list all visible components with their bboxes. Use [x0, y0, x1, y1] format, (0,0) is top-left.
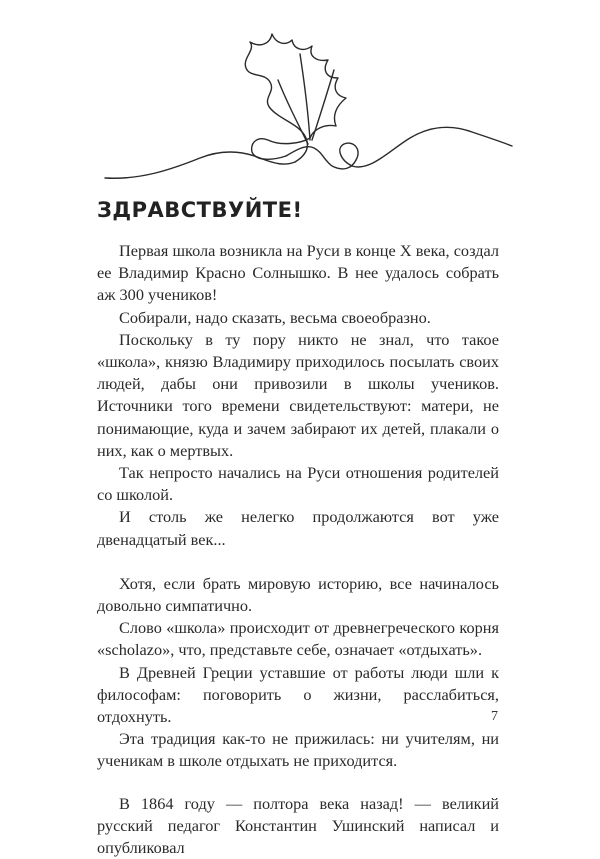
paragraph: Поскольку в ту пору никто не знал, что такое «школа», князю Владимиру приходилось посылать своих людей, дабы они привозили в школы учеников. Источники того времени свидетельствуют: матери, не понимающие, куда и зачем забирают их детей, плакали о них, как о мертвых.: [97, 329, 499, 460]
paragraph: Слово «школа» происходит от древнегреческого корня «scholazo», что, представьте себе, означает «отдыхать».: [97, 618, 499, 660]
paragraph: Эта традиция как-то не прижилась: ни учителям, ни ученикам в школе отдыхать не приходится.: [97, 729, 499, 771]
body-text: [97, 240, 499, 859]
paragraph: Собирали, надо сказать, весьма своеобразно.: [119, 307, 431, 327]
paragraph: Так непросто начались на Руси отношения родителей со школой.: [97, 463, 499, 505]
paragraph: И столь же нелегко продолжаются вот уже двенадцатый век...: [97, 507, 499, 549]
section-heading: ЗДРАВСТВУЙТЕ!: [97, 198, 303, 222]
paragraph: Хотя, если брать мировую историю, все начиналось довольно симпатично.: [97, 573, 499, 616]
paragraph: В Древней Греции уставшие от работы люди шли к философам: поговорить о жизни, расслабиться, отдохнуть.: [97, 662, 499, 727]
paragraph: Первая школа возникла на Руси в конце X века, создал ее Владимир Красно Солнышко. В нее удалось собрать аж 300 учеников!: [97, 241, 499, 305]
maple-leaf-line-illustration: [100, 20, 520, 190]
paragraph: В 1864 году — полтора века назад! — великий русский педагог Константин Ушинский написал и опубликовал: [97, 793, 499, 858]
page-number: 7: [491, 709, 498, 724]
